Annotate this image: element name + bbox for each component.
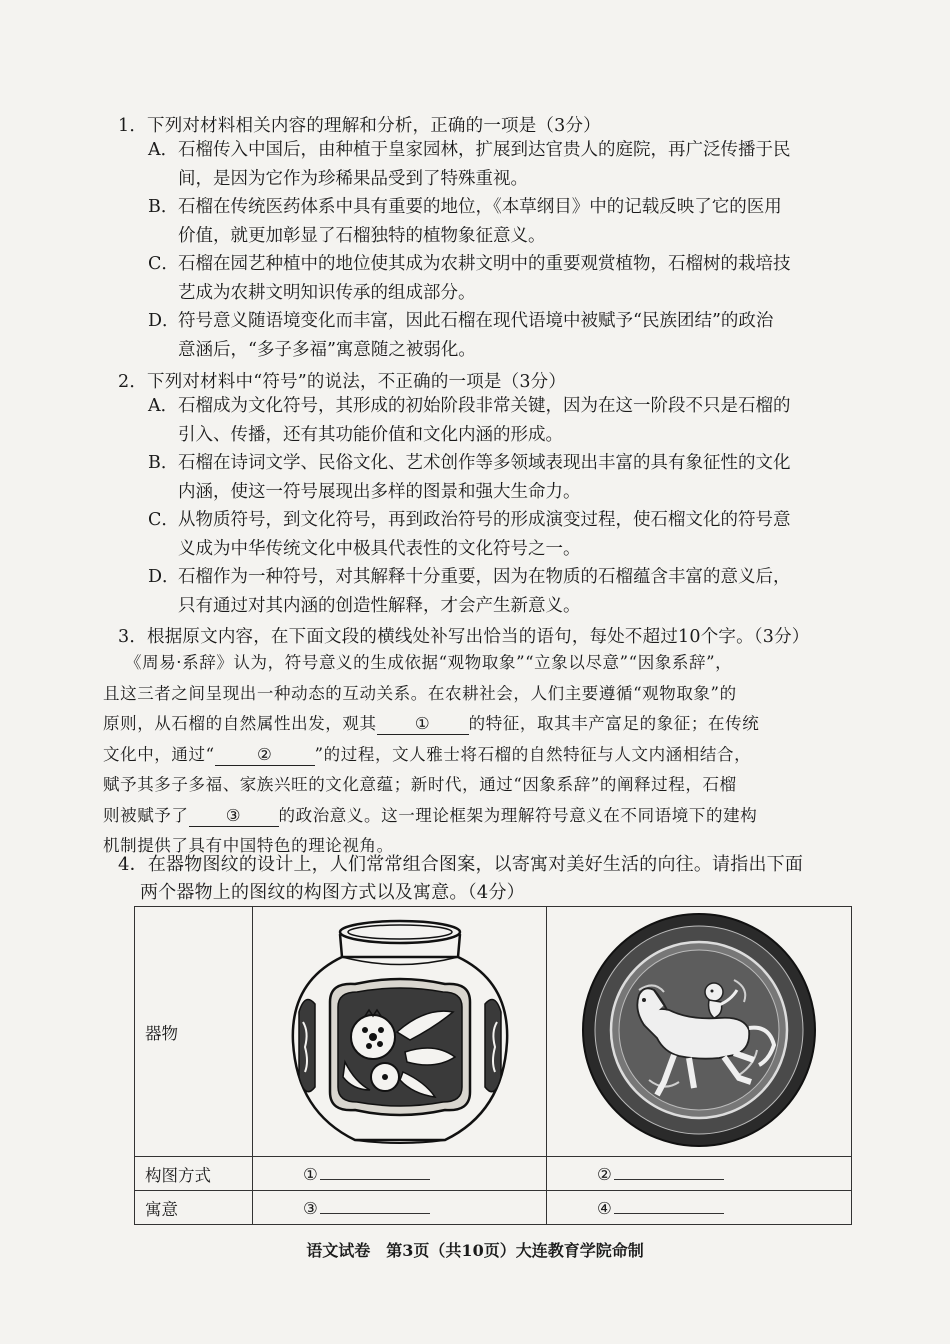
passage-line: 文化中，通过“ ② ”的过程，文人雅士将石榴的自然特征与人文内涵相结合， bbox=[103, 744, 752, 764]
q3-title: 3．根据原文内容，在下面文段的横线处补写出恰当的语句，每处不超过10个字。（3分） bbox=[118, 627, 810, 647]
option-label: B． bbox=[148, 197, 179, 217]
option-line: 内涵，使这一符号展现出多样的图景和强大生命力。 bbox=[178, 481, 581, 502]
blank-1[interactable]: ① bbox=[377, 714, 469, 735]
option-label: C． bbox=[148, 254, 179, 274]
passage-line: 且这三者之间呈现出一种动态的互动关系。在农耕社会，人们主要遵循“观物取象”的 bbox=[103, 683, 737, 703]
passage-line: 原则，从石榴的自然属性出发，观其 ① 的特征，取其丰产富足的象征；在传统 bbox=[103, 714, 760, 733]
passage-line: 则被赋予了 ③ 的政治意义。这一理论框架为理解符号意义在不同语境下的建构 bbox=[103, 805, 758, 825]
option-line: 艺成为农耕文明知识传承的组成部分。 bbox=[178, 282, 476, 303]
option-line: C．从物质符号，到文化符号，再到政治符号的形成演变过程，使石榴文化的符号意 bbox=[148, 506, 883, 535]
answer-cell-4[interactable]: ④ bbox=[547, 1191, 852, 1225]
option-line: B．石榴在诗词文学、民俗文化、艺术创作等多领域表现出丰富的具有象征性的文化 bbox=[148, 449, 883, 478]
option-label: B． bbox=[148, 453, 179, 473]
answer-line-2[interactable] bbox=[614, 1163, 724, 1180]
answer-line-3[interactable] bbox=[320, 1197, 430, 1214]
vessel-jar-cell bbox=[253, 907, 547, 1157]
option-line: B．石榴在传统医药体系中具有重要的地位，《本草纲目》中的记载反映了它的医用 bbox=[148, 193, 883, 222]
option-label: A． bbox=[148, 140, 179, 160]
blank-2[interactable]: ② bbox=[215, 745, 315, 766]
q1-title: 1．下列对材料相关内容的理解和分析，正确的一项是（3分） bbox=[118, 116, 601, 136]
row-label-vessel: 器物 bbox=[135, 907, 253, 1157]
option-line: 意涵后，“多子多福”寓意随之被弱化。 bbox=[178, 339, 476, 360]
answer-line-4[interactable] bbox=[614, 1197, 724, 1214]
answer-line-1[interactable] bbox=[320, 1163, 430, 1180]
q4-title-line2: 两个器物上的图纹的构图方式以及寓意。（4分） bbox=[140, 882, 525, 903]
passage-line: 机制提供了具有中国特色的理论视角。 bbox=[103, 836, 394, 855]
passage-line: 《周易·系辞》认为，符号意义的生成依据“观物取象”“立象以尽意”“因象系辞”， bbox=[125, 653, 733, 672]
row-label-composition: 构图方式 bbox=[135, 1157, 253, 1191]
option-line: 间，是因为它作为珍稀果品受到了特殊重视。 bbox=[178, 168, 528, 189]
blank-3[interactable]: ③ bbox=[189, 806, 279, 827]
option-line: 价值，就更加彰显了石榴独特的植物象征意义。 bbox=[178, 225, 546, 246]
q3-passage bbox=[103, 648, 888, 862]
option-line: A．石榴成为文化符号，其形成的初始阶段非常关键，因为在这一阶段不只是石榴的 bbox=[148, 392, 883, 421]
option-c[interactable] bbox=[148, 506, 883, 563]
option-label: D． bbox=[148, 567, 180, 587]
answer-cell-2[interactable]: ② bbox=[547, 1157, 852, 1191]
option-d[interactable] bbox=[148, 563, 883, 620]
option-b[interactable] bbox=[148, 193, 883, 250]
option-label: C． bbox=[148, 510, 179, 530]
option-label: D． bbox=[148, 311, 180, 331]
option-line: 义成为中华传统文化中极具代表性的文化符号之一。 bbox=[178, 538, 581, 559]
option-c[interactable] bbox=[148, 250, 883, 307]
vessel-plate-cell bbox=[547, 907, 852, 1157]
option-line: D．石榴作为一种符号，对其解释十分重要，因为在物质的石榴蕴含丰富的意义后， bbox=[148, 563, 883, 592]
option-line: 只有通过对其内涵的创造性解释，才会产生新意义。 bbox=[178, 595, 581, 616]
answer-cell-3[interactable]: ③ bbox=[253, 1191, 547, 1225]
option-d[interactable] bbox=[148, 307, 883, 364]
option-line: C．石榴在园艺种植中的地位使其成为农耕文明中的重要观赏植物，石榴树的栽培技 bbox=[148, 250, 883, 279]
option-line: A．石榴传入中国后，由种植于皇家园林，扩展到达官贵人的庭院，再广泛传播于民 bbox=[148, 136, 883, 165]
q2-title: 2．下列对材料中“符号”的说法，不正确的一项是（3分） bbox=[118, 372, 567, 392]
answer-cell-1[interactable]: ① bbox=[253, 1157, 547, 1191]
option-a[interactable] bbox=[148, 392, 883, 449]
option-line: D．符号意义随语境变化而丰富，因此石榴在现代语境中被赋予“民族团结”的政治 bbox=[148, 307, 883, 336]
pomegranate-jar-illustration bbox=[285, 912, 515, 1147]
page-footer: 语文试卷 第3页（共10页）大连教育学院命制 bbox=[306, 1241, 644, 1260]
option-label: A． bbox=[148, 396, 179, 416]
vessel-table bbox=[134, 906, 852, 1225]
passage-line: 赋予其多子多福、家族兴旺的文化意蕴；新时代，通过“因象系辞”的阐释过程，石榴 bbox=[103, 775, 737, 794]
option-b[interactable] bbox=[148, 449, 883, 506]
row-label-meaning: 寓意 bbox=[135, 1191, 253, 1225]
option-line: 引入、传播，还有其功能价值和文化内涵的形成。 bbox=[178, 424, 563, 445]
option-a[interactable] bbox=[148, 136, 883, 193]
horse-monkey-plate-illustration bbox=[569, 910, 829, 1150]
q4-title-line1: 4．在器物图纹的设计上，人们常常组合图案，以寄寓对美好生活的向往。请指出下面 bbox=[118, 854, 804, 875]
